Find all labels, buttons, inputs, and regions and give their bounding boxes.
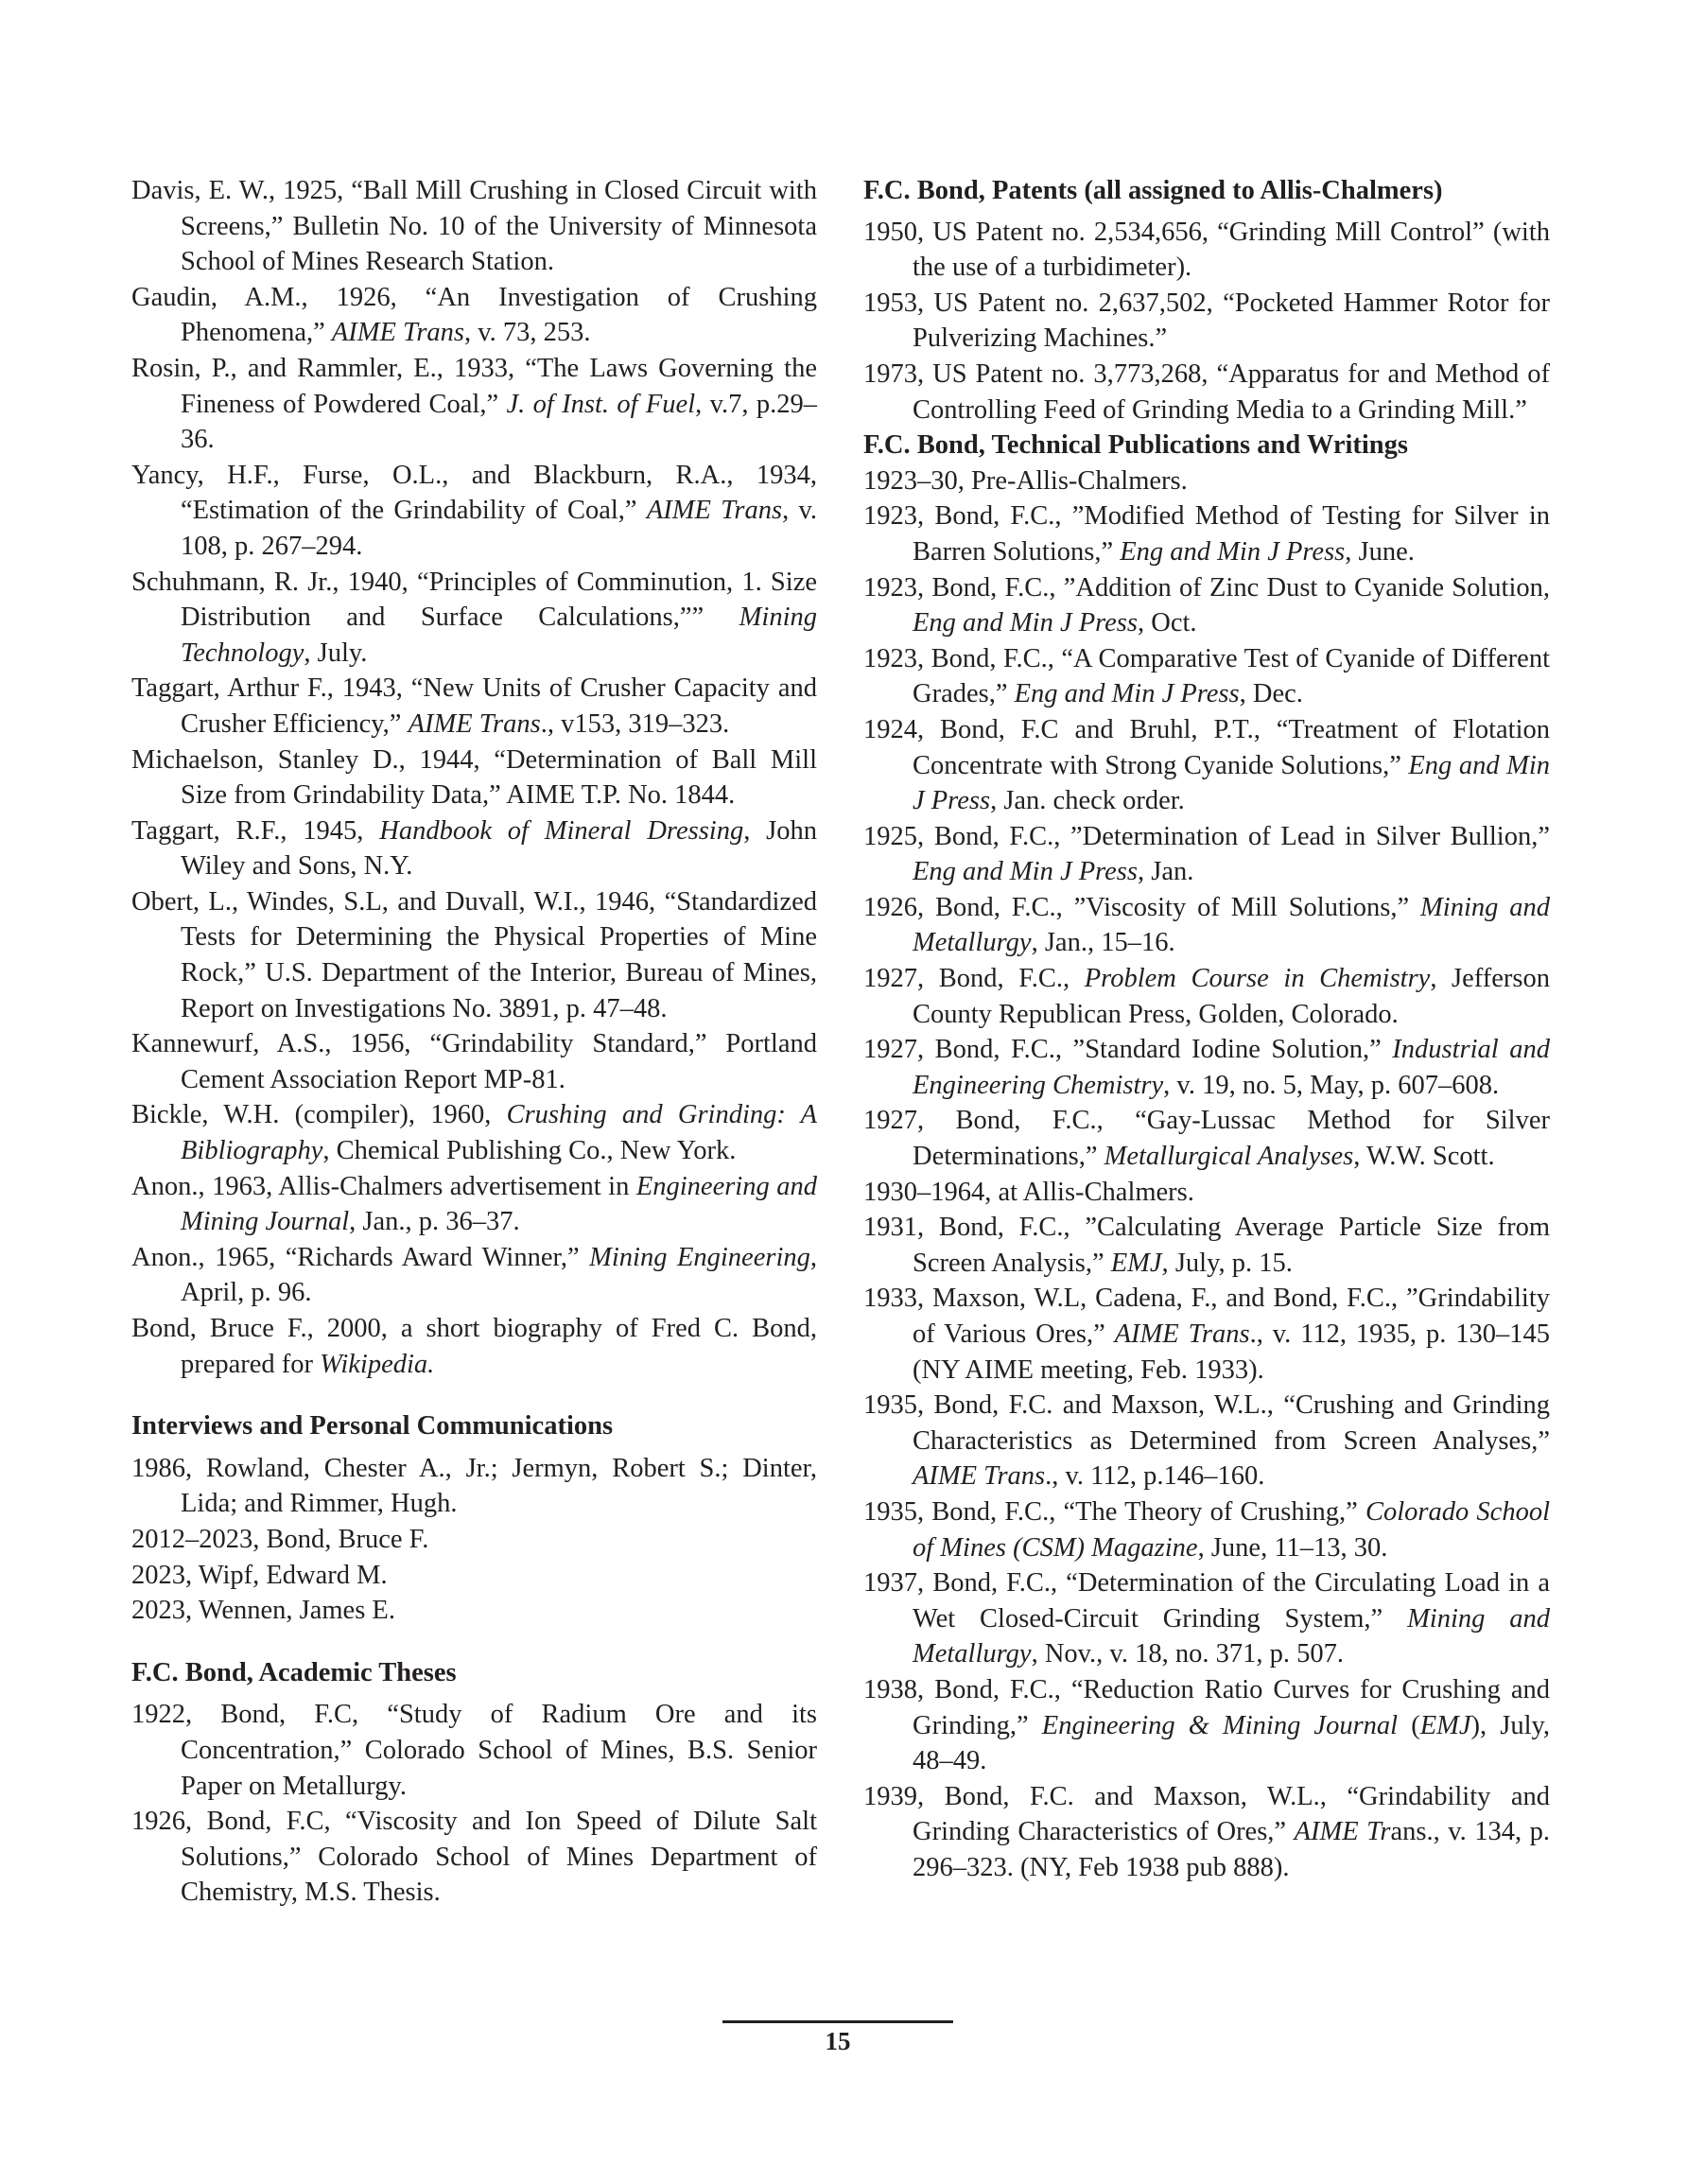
italic-title: Mining Technology	[181, 603, 817, 668]
entry-text: , April, p. 96.	[181, 1242, 817, 1308]
reference-entry	[131, 565, 817, 672]
entry-text: Rosin, P., and Rammler, E., 1933, “The Laws Governing the Fineness of Powdered Coal,”	[131, 353, 817, 419]
entry-text: , John Wiley and Sons, N.Y.	[181, 815, 817, 882]
entry-text: 1953, US Patent no. 2,637,502, “Pocketed Hammer Rotor for Pulverizing Machines.”	[863, 288, 1550, 354]
italic-title: Problem Course in Chemistry	[1084, 964, 1431, 994]
italic-title: AIME Trans	[331, 318, 465, 348]
entry-text: 1927, Bond, F.C., “Gay-Lussac Method for Silver Determinations,”	[863, 1106, 1550, 1172]
entry-text: , Jan. check order.	[990, 786, 1185, 816]
reference-list	[131, 173, 817, 1382]
reference-entry	[863, 641, 1550, 712]
reference-entry	[131, 1522, 817, 1558]
reference-entry	[131, 173, 817, 280]
entry-text: Anon., 1963, Allis-Chalmers advertisement in	[131, 1171, 636, 1201]
entry-text: , Chemical Publishing Co., New York.	[322, 1136, 737, 1166]
entry-text: 2023, Wennen, James E.	[131, 1596, 395, 1626]
entry-text: 1923, Bond, F.C., “A Comparative Test of Cyanide of Different Grades,”	[863, 643, 1550, 709]
entry-text: Michaelson, Stanley D., 1944, “Determination of Ball Mill Size from Grindability Data,” AIME T.P. No. 1844.	[131, 744, 817, 811]
entry-text: ans., v. 134, p. 296–323. (NY, Feb 1938 pub 888).	[913, 1817, 1551, 1882]
italic-title: Colorado School of Mines (CSM) Magazine	[913, 1496, 1550, 1563]
italic-title: Eng and Min J Press	[913, 750, 1550, 816]
entry-text: Davis, E. W., 1925, “Ball Mill Crushing in Closed Circuit with Screens,” Bulletin No. 10 of the University of Minnesota School of Mines Research Station.	[131, 176, 817, 277]
entry-text: , Jan., 15–16.	[1031, 928, 1175, 958]
reference-entry	[863, 1388, 1550, 1494]
reference-entry	[863, 1210, 1550, 1281]
reference-entry	[131, 1804, 817, 1911]
italic-title: Eng and Min J Press	[1120, 536, 1346, 567]
reference-entry	[863, 1494, 1550, 1565]
reference-entry	[131, 884, 817, 1026]
entry-text: 1930–1964, at Allis-Chalmers.	[863, 1177, 1194, 1207]
entry-text: , Jefferson County Republican Press, Golden, Colorado.	[913, 964, 1550, 1029]
entry-text: , Jan., p. 36–37.	[349, 1207, 520, 1237]
reference-entry	[863, 1779, 1550, 1886]
reference-entry	[131, 743, 817, 813]
right-column	[863, 173, 1550, 1886]
entry-text: Kannewurf, A.S., 1956, “Grindability Standard,” Portland Cement Association Report MP-81.	[131, 1029, 817, 1094]
entry-text: 1927, Bond, F.C., ”Standard Iodine Solution,”	[863, 1035, 1393, 1065]
entry-text: , v. 19, no. 5, May, p. 607–608.	[1163, 1070, 1500, 1100]
italic-title: Mining and Metallurgy	[913, 1603, 1550, 1669]
reference-entry	[863, 1103, 1550, 1174]
left-column	[131, 173, 817, 1911]
italic-title: Eng and Min J Press	[913, 857, 1138, 887]
entry-text: Yancy, H.F., Furse, O.L., and Blackburn, R.A., 1934, “Estimation of the Grindability of Coal,”	[131, 460, 817, 526]
italic-title: Eng and Min J Press	[1014, 679, 1240, 709]
entry-text: 1927, Bond, F.C.,	[863, 964, 1085, 994]
reference-entry	[131, 1451, 817, 1522]
entry-text: , v. 73, 253.	[464, 318, 591, 348]
entry-text: ., v. 112, 1935, p. 130–145 (NY AIME meeting, Feb. 1933).	[913, 1319, 1551, 1385]
reference-entry	[131, 280, 817, 351]
italic-title: Handbook of Mineral Dressing	[379, 815, 744, 846]
italic-title: AIME Trans	[408, 708, 541, 739]
entry-text: 1935, Bond, F.C. and Maxson, W.L., “Crushing and Grinding Characteristics as Determined from Screen Analyses,”	[863, 1390, 1550, 1456]
reference-entry	[131, 351, 817, 458]
entry-text: Anon., 1965, “Richards Award Winner,”	[131, 1242, 590, 1272]
entry-text: , Nov., v. 18, no. 371, p. 507.	[1031, 1639, 1344, 1669]
entry-text: Obert, L., Windes, S.L, and Duvall, W.I., 1946, “Standardized Tests for Determining the Physical Properties of Mine Rock,” U.S. Department of the Interior, Bureau of Mines, Report on Investigations No. 3891, p. 47–48.	[131, 886, 817, 1023]
entry-text: , June, 11–13, 30.	[1197, 1532, 1388, 1563]
italic-title: Engineering & Mining Journal	[1041, 1710, 1399, 1740]
entry-text: 1973, US Patent no. 3,773,268, “Apparatus for and Method of Controlling Feed of Grinding Media to a Grinding Mill.”	[863, 358, 1550, 425]
entry-text: ., v. 112, p.146–160.	[1045, 1461, 1265, 1492]
entry-text: 1938, Bond, F.C., “Reduction Ratio Curves for Crushing and Grinding,”	[863, 1674, 1550, 1740]
italic-title: Eng and Min J Press	[913, 608, 1138, 638]
reference-entry	[131, 1311, 817, 1382]
entry-text: Taggart, Arthur F., 1943, “New Units of Crusher Capacity and Crusher Efficiency,”	[131, 673, 817, 739]
reference-entry	[131, 1593, 817, 1629]
italic-title: EMJ,	[1110, 1248, 1169, 1278]
reference-entry	[863, 286, 1550, 357]
entry-text: 1924, Bond, F.C and Bruhl, P.T., “Treatment of Flotation Concentrate with Strong Cyanide Solutions,”	[863, 714, 1550, 780]
reference-entry	[863, 1565, 1550, 1672]
reference-entry	[863, 961, 1550, 1032]
reference-entry	[131, 458, 817, 565]
entry-text: Bond, Bruce F., 2000, a short biography of Fred C. Bond, prepared for	[131, 1314, 817, 1379]
entry-text: , Oct.	[1138, 608, 1197, 638]
reference-entry	[131, 813, 817, 884]
entry-text: 1937, Bond, F.C., “Determination of the Circulating Load in a Wet Closed-Circuit Grinding System,”	[863, 1568, 1550, 1634]
entry-text: 2023, Wipf, Edward M.	[131, 1560, 388, 1590]
theses-heading: F.C. Bond, Academic Theses	[131, 1657, 457, 1687]
reference-entry	[131, 1240, 817, 1311]
entry-text: , July.	[304, 638, 368, 668]
reference-entry	[863, 712, 1550, 819]
reference-entry	[863, 357, 1550, 428]
reference-entry	[131, 1697, 817, 1804]
italic-title: AIME Trans	[1114, 1319, 1250, 1349]
entry-text: 1922, Bond, F.C, “Study of Radium Ore and its Concentration,” Colorado School of Mines, B.S. Senior Paper on Metallurgy.	[131, 1700, 817, 1801]
entry-text: , v.7, p.29–36.	[181, 389, 817, 455]
italic-title: Crushing and Grinding: A Bibliography	[181, 1100, 817, 1166]
patents-heading: F.C. Bond, Patents (all assigned to Allis-Chalmers)	[863, 176, 1443, 205]
reference-entry	[863, 498, 1550, 569]
entry-text: ), July, 48–49.	[913, 1710, 1551, 1776]
italic-title: Mining and Metallurgy	[913, 892, 1551, 958]
reference-entry	[863, 1672, 1550, 1779]
entry-text: , Dec.	[1239, 679, 1303, 709]
interviews-list	[131, 1451, 817, 1629]
publications-heading: F.C. Bond, Technical Publications and Writings	[863, 430, 1408, 461]
entry-text: Schuhmann, R. Jr., 1940, “Principles of Comminution, 1. Size Distribution and Surface Calculations,””	[131, 567, 817, 633]
italic-title: Metallurgical Analyses	[1104, 1142, 1354, 1172]
entry-text: July, p. 15.	[1168, 1248, 1293, 1278]
entry-text: , v. 108, p. 267–294.	[181, 496, 818, 561]
italic-title: AIME Trans	[646, 496, 783, 526]
reference-entry	[131, 1169, 817, 1240]
reference-entry	[131, 671, 817, 742]
italic-title: Industrial and Engineering Chemistry	[913, 1035, 1551, 1100]
reference-entry	[863, 819, 1550, 890]
entry-text: Gaudin, A.M., 1926, “An Investigation of Crushing Phenomena,”	[131, 282, 817, 348]
italic-title: Engineering and Mining Journal	[181, 1171, 817, 1237]
entry-text: 1923–30, Pre-Allis-Chalmers.	[863, 465, 1188, 496]
reference-entry	[131, 1097, 817, 1168]
interviews-heading: Interviews and Personal Communications	[131, 1411, 614, 1441]
entry-text: 1950, US Patent no. 2,534,656, “Grinding Mill Control” (with the use of a turbidimeter).	[863, 217, 1550, 283]
publications-list	[863, 463, 1550, 1886]
patents-list	[863, 215, 1550, 428]
footer-rule	[722, 2020, 953, 2023]
entry-text: 1923, Bond, F.C., ”Addition of Zinc Dust to Cyanide Solution,	[863, 572, 1550, 603]
entry-text: 1935, Bond, F.C., “The Theory of Crushing,”	[863, 1496, 1365, 1527]
entry-text: 1931, Bond, F.C., ”Calculating Average Particle Size from Screen Analysis,”	[863, 1213, 1550, 1278]
entry-text: 1939, Bond, F.C. and Maxson, W.L., “Grindability and Grinding Characteristics of Ores,”	[863, 1781, 1550, 1847]
italic-title: EMJ	[1419, 1710, 1471, 1740]
entry-text: ., v153, 319–323.	[540, 708, 730, 739]
entry-text: 1926, Bond, F.C, “Viscosity and Ion Speed of Dilute Salt Solutions,” Colorado School of Mines Department of Chemistry, M.S. Thesis.	[131, 1807, 817, 1908]
italic-title: Wikipedia.	[320, 1349, 435, 1379]
entry-text: 1933, Maxson, W.L, Cadena, F., and Bond, F.C., ”Grindability of Various Ores,”	[863, 1284, 1550, 1349]
reference-entry	[131, 1026, 817, 1097]
theses-list	[131, 1697, 817, 1911]
entry-text: 2012–2023, Bond, Bruce F.	[131, 1524, 429, 1554]
reference-entry	[863, 1032, 1550, 1103]
entry-text: , Jan.	[1138, 857, 1194, 887]
reference-entry	[863, 463, 1550, 499]
reference-entry	[863, 1175, 1550, 1211]
entry-text: , June.	[1345, 536, 1415, 567]
italic-title: Mining Engineering	[589, 1242, 810, 1272]
entry-text: (	[1398, 1710, 1420, 1740]
entry-text: Bickle, W.H. (compiler), 1960,	[131, 1100, 507, 1130]
italic-title: J. of Inst. of Fuel	[506, 389, 696, 419]
reference-entry	[131, 1558, 817, 1594]
italic-title: AIME Trans	[913, 1461, 1046, 1492]
reference-entry	[863, 890, 1550, 961]
entry-text: 1926, Bond, F.C., ”Viscosity of Mill Solutions,”	[863, 892, 1421, 922]
page-number: 15	[825, 2027, 851, 2055]
entry-text: 1925, Bond, F.C., ”Determination of Lead in Silver Bullion,”	[863, 821, 1550, 851]
reference-entry	[863, 215, 1550, 286]
entry-text: Taggart, R.F., 1945,	[131, 815, 380, 846]
reference-entry	[863, 1281, 1550, 1388]
entry-text: 1986, Rowland, Chester A., Jr.; Jermyn, Robert S.; Dinter, Lida; and Rimmer, Hugh.	[131, 1453, 817, 1519]
entry-text: 1923, Bond, F.C., ”Modified Method of Testing for Silver in Barren Solutions,”	[863, 501, 1550, 567]
italic-title: AIME Tr	[1294, 1817, 1391, 1847]
entry-text: , W.W. Scott.	[1353, 1142, 1495, 1172]
reference-entry	[863, 570, 1550, 641]
